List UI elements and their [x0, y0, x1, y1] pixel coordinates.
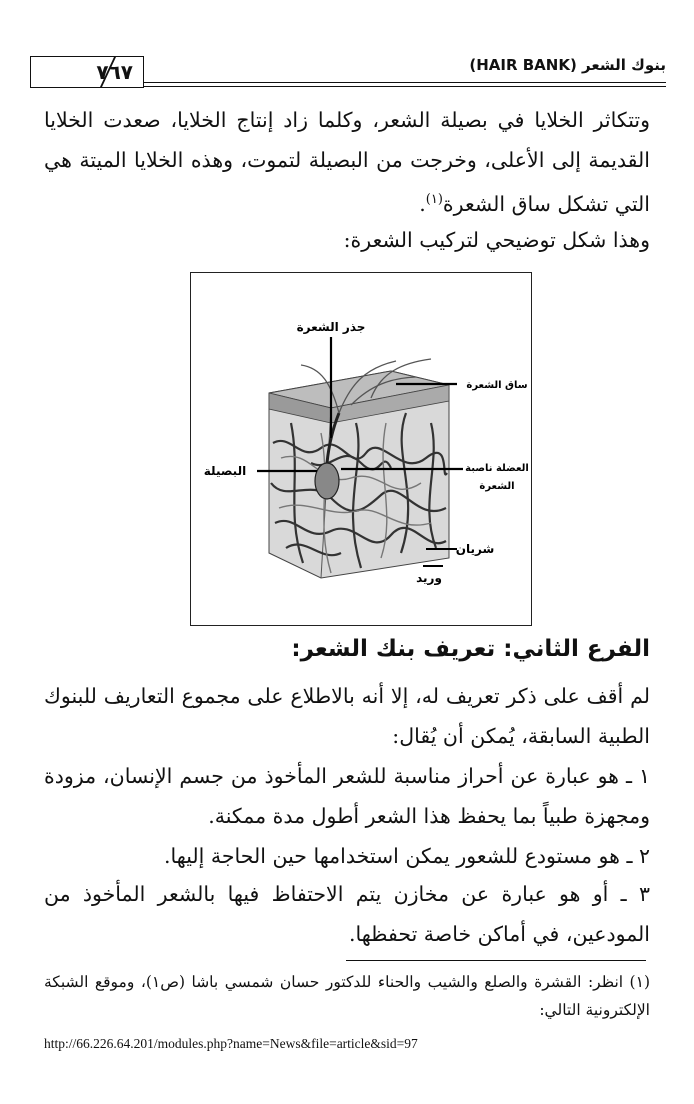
- paragraph-3: لم أقف على ذكر تعريف له، إلا أنه بالاطلاع على مجموع التعاريف للبنوك الطبية السابقة، يُمكن أن يُقال:: [44, 684, 650, 748]
- label-muscle-2: الشعرة: [479, 481, 515, 492]
- definition-item-3: ٣ ـ أو هو عبارة عن مخازن يتم الاحتفاظ فيها بالشعر المأخوذ من المودعين، في أماكن خاصة تحفظها.: [44, 882, 650, 946]
- footnote-url: http://66.226.64.201/modules.php?name=News&file=article&sid=97: [44, 1036, 418, 1051]
- label-root: جذر الشعرة: [296, 320, 366, 334]
- footnote-rule: [346, 960, 646, 961]
- hair-structure-figure: [190, 272, 532, 626]
- paragraph-1-text: وتتكاثر الخلايا في بصيلة الشعر، وكلما زاد إنتاج الخلايا، صعدت الخلايا القديمة إلى الأعلى، وخرجت من البصيلة لتموت، وهذه الخلايا الميتة هي التي تشكل ساق الشعرة: [44, 108, 650, 216]
- label-artery: شريان: [455, 542, 495, 556]
- footnote-ref: (١): [425, 192, 443, 207]
- paragraph-1-end: .: [419, 191, 426, 216]
- hair-bulb: [315, 463, 339, 499]
- paragraph-2: وهذا شكل توضيحي لتركيب الشعرة:: [343, 228, 650, 252]
- hair-diagram: [191, 273, 531, 625]
- label-vein: وريد: [416, 571, 442, 585]
- label-muscle-1: العضلة ناصبة: [465, 463, 529, 474]
- definition-item-1: ١ ـ هو عبارة عن أحراز مناسبة للشعر المأخوذ من جسم الإنسان، مزودة ومجهزة طبياً بما يحفظ هذا الشعر أطول مدة ممكنة.: [44, 764, 650, 828]
- page-number: ٧٦٧: [96, 60, 133, 84]
- label-bulb: البصيلة: [203, 464, 247, 478]
- label-shaft: ساق الشعرة: [466, 380, 528, 391]
- page-header: [30, 52, 666, 88]
- definition-item-2: ٢ ـ هو مستودع للشعور يمكن استخدامها حين الحاجة إليها.: [164, 844, 650, 868]
- page-number-box: [30, 56, 144, 88]
- section-heading: الفرع الثاني: تعريف بنك الشعر:: [291, 636, 650, 662]
- running-title: بنوك الشعر (HAIR BANK): [463, 56, 666, 74]
- footnote-text: (١) انظر: القشرة والصلع والشيب والحناء للدكتور حسان شمسي باشا (ص١)، وموقع الشبكة الإلكترونية التالي:: [44, 973, 650, 1019]
- paragraph-1: [44, 100, 650, 224]
